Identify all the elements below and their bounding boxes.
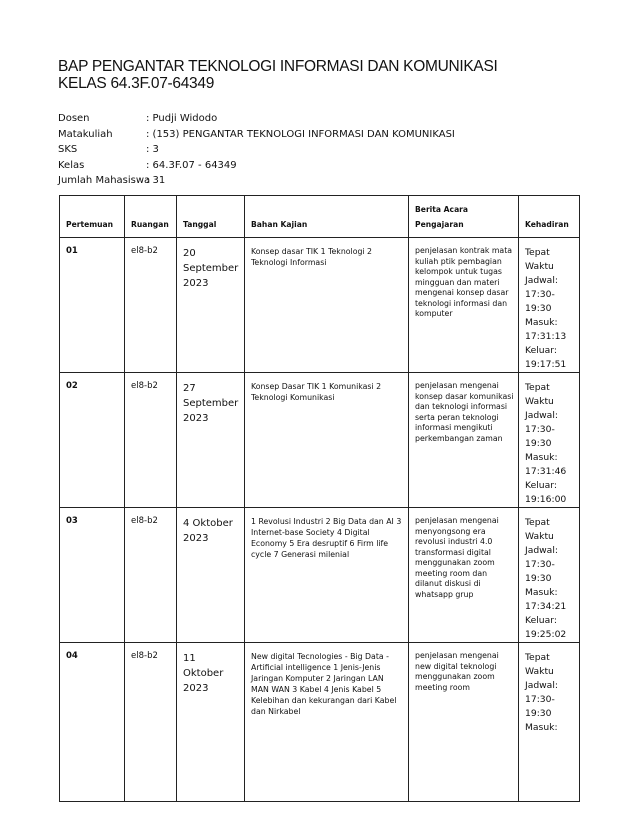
cell-kehadiran: [519, 643, 580, 802]
date-line: 2023: [183, 278, 209, 289]
attendance-line: Tepat: [525, 382, 550, 393]
header-berita-acara: [409, 196, 519, 238]
cell-pertemuan: 03: [60, 508, 125, 643]
cell-kehadiran: [519, 508, 580, 643]
attendance-line: Masuk:: [525, 317, 558, 328]
info-value: : Pudji Widodo: [146, 113, 218, 124]
attendance-line: Masuk:: [525, 452, 558, 463]
date-line: 27: [183, 383, 196, 394]
date-line: 2023: [183, 413, 209, 424]
attendance-line: 19:16:00: [525, 494, 567, 505]
attendance-line: 17:34:21: [525, 601, 567, 612]
info-label: Matakuliah: [58, 128, 113, 140]
info-row-sks: [58, 142, 455, 158]
attendance-line: Keluar:: [525, 480, 557, 491]
date-line: September: [183, 398, 239, 409]
header-ruangan: Ruangan: [125, 196, 177, 238]
info-label: SKS: [58, 144, 78, 155]
cell-kehadiran: [519, 238, 580, 373]
attendance-line: 17:31:46: [525, 466, 567, 477]
info-label: Jumlah Mahasiswa: [58, 175, 151, 186]
header-berita-line-2: Pengajaran: [415, 220, 464, 229]
attendance-line: Jadwal:: [525, 680, 558, 691]
attendance-line: Waktu: [525, 396, 554, 407]
cell-pertemuan: 01: [60, 238, 125, 373]
attendance-line: 17:30-: [525, 289, 555, 300]
attendance-line: 19:30: [525, 303, 552, 314]
attendance-line: Waktu: [525, 666, 554, 677]
header-tanggal: Tanggal: [177, 196, 245, 238]
info-label: Kelas: [58, 159, 85, 171]
course-info: [58, 111, 455, 189]
attendance-line: 19:17:51: [525, 359, 567, 370]
cell-bahan-kajian: Konsep dasar TIK 1 Teknologi 2 Teknologi Informasi: [245, 238, 409, 373]
attendance-line: Tepat: [525, 247, 550, 258]
attendance-line: Jadwal:: [525, 410, 558, 421]
info-label: Dosen: [58, 113, 90, 124]
header-bahan-kajian: Bahan Kajian: [245, 196, 409, 238]
cell-bahan-kajian: New digital Tecnologies - Big Data - Artificial intelligence 1 Jenis-Jenis Jaringan Komputer 2 Jaringan LAN MAN WAN 3 Kabel 4 Jenis Kabel 5 Kelebihan dan kekurangan dari Kabel dan Nirkabel: [245, 643, 409, 802]
cell-bahan-kajian: 1 Revolusi Industri 2 Big Data dan AI 3 Internet-base Society 4 Digital Economy 5 Era desruptif 6 Firm life cycle 7 Generasi milenial: [245, 508, 409, 643]
attendance-line: Waktu: [525, 261, 554, 272]
attendance-line: Keluar:: [525, 615, 557, 626]
cell-ruangan: el8-b2: [125, 643, 177, 802]
cell-pertemuan: 02: [60, 373, 125, 508]
cell-tanggal: [177, 238, 245, 373]
attendance-line: Waktu: [525, 531, 554, 542]
document-title: [58, 58, 498, 92]
info-row-matakuliah: [58, 127, 455, 143]
date-line: 11: [183, 653, 196, 664]
cell-tanggal: [177, 508, 245, 643]
attendance-line: Jadwal:: [525, 275, 558, 286]
cell-berita-acara: penjelasan kontrak mata kuliah ptik pembagian kelompok untuk tugas mingguan dan materi mengenai konsep dasar teknologi informasi dan komputer: [409, 238, 519, 373]
attendance-line: 19:30: [525, 573, 552, 584]
cell-ruangan: el8-b2: [125, 238, 177, 373]
cell-ruangan: el8-b2: [125, 508, 177, 643]
table-header-row: [60, 196, 580, 238]
cell-tanggal: [177, 643, 245, 802]
table-row: [60, 238, 580, 373]
date-line: September: [183, 263, 239, 274]
table-row: [60, 373, 580, 508]
attendance-table: [59, 195, 580, 802]
attendance-line: 19:30: [525, 438, 552, 449]
attendance-line: Masuk:: [525, 587, 558, 598]
attendance-line: Tepat: [525, 517, 550, 528]
info-row-dosen: [58, 111, 455, 127]
table-row: [60, 508, 580, 643]
date-line: 2023: [183, 533, 209, 544]
title-line-1: BAP PENGANTAR TEKNOLOGI INFORMASI DAN KOMUNIKASI: [58, 58, 498, 75]
info-row-kelas: [58, 158, 455, 174]
date-line: 20: [183, 248, 196, 259]
title-line-2: KELAS 64.3F.07-64349: [58, 75, 215, 92]
attendance-line: 17:30-: [525, 424, 555, 435]
date-line: 4 Oktober: [183, 518, 233, 529]
header-berita-line-1: Berita Acara: [415, 205, 469, 214]
attendance-line: 19:30: [525, 708, 552, 719]
header-pertemuan: Pertemuan: [60, 196, 125, 238]
cell-berita-acara: penjelasan mengenai konsep dasar komunikasi dan teknologi informasi serta peran teknologi informasi mengikuti perkembangan zaman: [409, 373, 519, 508]
cell-ruangan: el8-b2: [125, 373, 177, 508]
info-value: : 3: [146, 144, 159, 155]
table-row: [60, 643, 580, 802]
cell-kehadiran: [519, 373, 580, 508]
attendance-line: Jadwal:: [525, 545, 558, 556]
cell-berita-acara: penjelasan mengenai menyongsong era revolusi industri 4.0 transformasi digital menggunakan zoom meeting room dan dilanut diskusi di whatsapp grup: [409, 508, 519, 643]
cell-bahan-kajian: Konsep Dasar TIK 1 Komunikasi 2 Teknologi Komunikasi: [245, 373, 409, 508]
attendance-line: Keluar:: [525, 345, 557, 356]
attendance-line: Tepat: [525, 652, 550, 663]
info-value: : 64.3F.07 - 64349: [146, 159, 237, 171]
cell-tanggal: [177, 373, 245, 508]
header-kehadiran: Kehadiran: [519, 196, 580, 238]
cell-pertemuan: 04: [60, 643, 125, 802]
cell-berita-acara: penjelasan mengenai new digital teknologi menggunakan zoom meeting room: [409, 643, 519, 802]
attendance-line: 19:25:02: [525, 629, 567, 640]
date-line: Oktober: [183, 668, 224, 679]
info-value: : 31: [146, 175, 166, 186]
attendance-line: 17:30-: [525, 694, 555, 705]
attendance-line: 17:31:13: [525, 331, 567, 342]
date-line: 2023: [183, 683, 209, 694]
info-row-jumlah-mahasiswa: [58, 173, 455, 189]
attendance-line: Masuk:: [525, 722, 558, 733]
attendance-line: 17:30-: [525, 559, 555, 570]
info-value: : (153) PENGANTAR TEKNOLOGI INFORMASI DAN KOMUNIKASI: [146, 128, 455, 140]
